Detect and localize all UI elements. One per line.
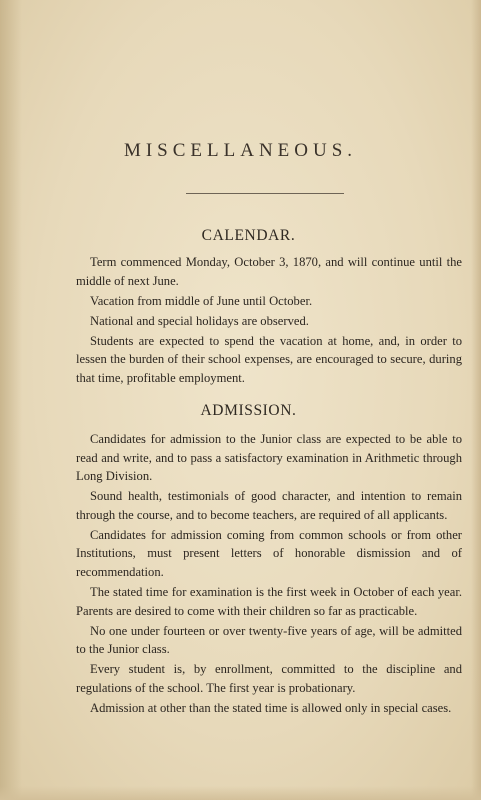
calendar-section: [76, 253, 462, 389]
calendar-paragraph: Term commenced Monday, October 3, 1870, and will continue until the middle of next June.: [76, 255, 462, 288]
admission-paragraph: Sound health, testimonials of good character, and intention to remain through the course, and to become teachers, are required of all applicants.: [76, 489, 462, 522]
calendar-paragraph: Vacation from middle of June until October.: [90, 293, 313, 308]
admission-paragraph: Candidates for admission coming from common schools or from other Institutions, must present letters of honorable dismission and of recommendation.: [76, 527, 462, 579]
binding-shadow: [0, 0, 22, 800]
admission-heading: ADMISSION.: [200, 402, 297, 419]
admission-section: [76, 430, 462, 719]
page-title: MISCELLANEOUS.: [123, 140, 358, 161]
admission-paragraph: Every student is, by enrollment, committed to the discipline and regulations of the school. The first year is probationary.: [76, 662, 462, 695]
page-edge-bottom: [0, 786, 481, 800]
admission-paragraph: Candidates for admission to the Junior class are expected to be able to read and write, and to pass a satisfactory examination in Arithmetic through Long Division.: [76, 432, 462, 484]
calendar-heading: CALENDAR.: [201, 227, 296, 244]
calendar-paragraph: National and special holidays are observed.: [90, 313, 309, 328]
admission-paragraph: Admission at other than the stated time is allowed only in special cases.: [90, 700, 452, 715]
admission-paragraph: The stated time for examination is the first week in October of each year. Parents are desired to come with their children so far as practicable.: [76, 584, 462, 618]
calendar-paragraph: Students are expected to spend the vacation at home, and, in order to lessen the burden of their school expenses, are encouraged to secure, during that time, profitable employment.: [76, 333, 462, 385]
title-divider: [186, 193, 344, 194]
page-edge-right: [471, 0, 481, 800]
admission-paragraph: No one under fourteen or over twenty-five years of age, will be admitted to the Junior class.: [76, 623, 462, 657]
